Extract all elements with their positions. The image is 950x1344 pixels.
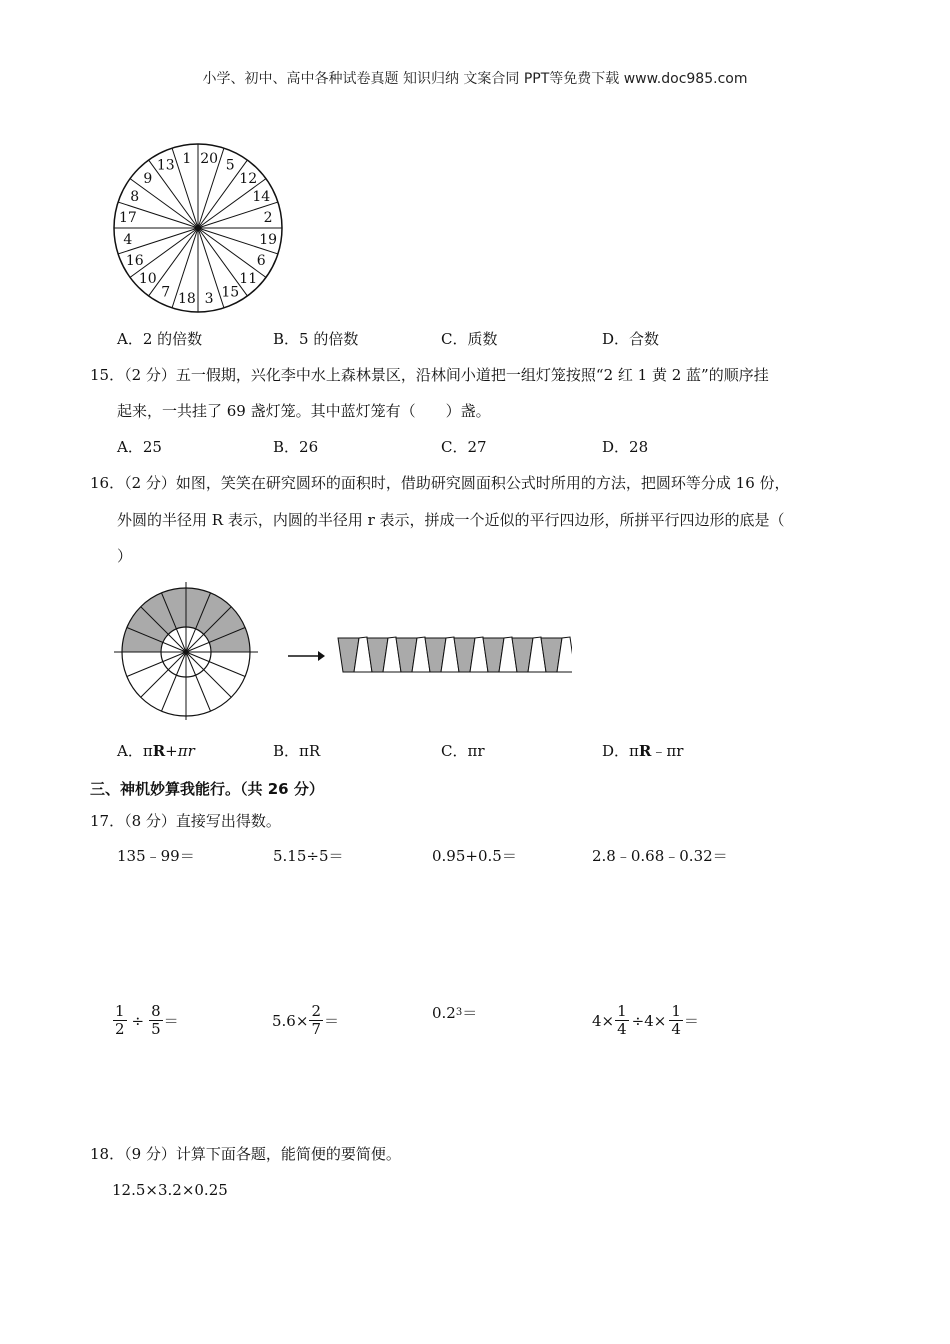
q15-text-line2: 起来，一共挂了 69 盏灯笼。其中蓝灯笼有（ ）盏。 xyxy=(117,402,491,420)
q15-option-c[interactable]: C．27 xyxy=(441,438,487,456)
q17-expr-1: 135﹣99＝ xyxy=(117,847,195,865)
q15-text-line1: 15．（2 分）五一假期，兴化李中水上森林景区，沿林间小道把一组灯笼按照“2 红 1 黄 2 蓝”的顺序挂 xyxy=(90,366,769,384)
q17-power-expr: 0.2 3 ＝ xyxy=(432,1003,478,1022)
wheel-number: 13 xyxy=(156,157,175,174)
wheel-number: 5 xyxy=(225,157,235,174)
q16-option-b[interactable]: B．πR xyxy=(273,742,321,760)
annulus-figure xyxy=(108,582,268,732)
wheel-number: 6 xyxy=(256,253,266,270)
q16-option-a-prefix: A．π xyxy=(117,742,153,760)
fraction: $\frac{1}{4}$ xyxy=(617,1002,627,1038)
wheel-number: 1 xyxy=(182,150,192,167)
wheel-number: 12 xyxy=(239,170,258,187)
q16-option-d-suffix: ﹣πr xyxy=(651,742,684,760)
q15-option-d[interactable]: D．28 xyxy=(602,438,649,456)
q18-expr-1: 12.5×3.2×0.25 xyxy=(112,1181,228,1199)
wheel-number: 3 xyxy=(204,291,214,308)
wheel-number: 18 xyxy=(177,291,196,308)
wheel-number: 19 xyxy=(259,232,278,249)
fraction: $\frac{2}{7}$ xyxy=(311,1002,321,1038)
q16-option-d-bold: R xyxy=(638,742,652,760)
q14-option-a[interactable]: A．2 的倍数 xyxy=(117,330,203,348)
fraction: $\frac{1}{2}$ xyxy=(115,1002,125,1038)
q17-expr-3: 0.95+0.5＝ xyxy=(432,847,517,865)
q16-text-line3: ） xyxy=(117,547,133,565)
q16-text-line1: 16．（2 分）如图，笑笑在研究圆环的面积时，借助研究圆面积公式时所用的方法，把圆环等分成 16 份， xyxy=(90,474,790,492)
arrow-icon xyxy=(286,648,326,664)
q16-option-c[interactable]: C．πr xyxy=(441,742,485,760)
wheel-number: 20 xyxy=(200,150,219,167)
wheel-number: 16 xyxy=(125,253,144,270)
q17-fraction-expr-2: 5.6× $\frac{2}{7}$ ＝ xyxy=(272,1002,339,1038)
q16-text-line2: 外圆的半径用 R 表示，内圆的半径用 r 表示，拼成一个近似的平行四边形，所拼平行四边形的底是（ xyxy=(117,511,785,529)
q14-option-c[interactable]: C．质数 xyxy=(441,330,498,348)
wheel-number: 4 xyxy=(123,232,133,249)
fraction: $\frac{1}{4}$ xyxy=(671,1002,681,1038)
wheel-number: 11 xyxy=(239,271,258,288)
page-header: 小学、初中、高中各种试卷真题 知识归纳 文案合同 PPT等免费下载 www.doc985.com xyxy=(202,71,748,87)
q17-title: 17．（8 分）直接写出得数。 xyxy=(90,812,281,830)
fraction: $\frac{8}{5}$ xyxy=(151,1002,161,1038)
q16-option-a-suffix: +πr xyxy=(165,742,195,760)
q17-expr-4: 2.8﹣0.68﹣0.32＝ xyxy=(592,847,728,865)
q15-option-b[interactable]: B．26 xyxy=(273,438,319,456)
q14-option-d[interactable]: D．合数 xyxy=(602,330,660,348)
wheel-number: 10 xyxy=(138,271,157,288)
wheel-number: 14 xyxy=(252,188,271,205)
wheel-number: 17 xyxy=(118,209,137,226)
q16-option-a-bold: R xyxy=(152,742,166,760)
q17-fraction-expr-4: 4× $\frac{1}{4}$ ÷4× $\frac{1}{4}$ ＝ xyxy=(592,1002,699,1038)
annulus-center xyxy=(184,650,188,654)
q18-title: 18．（9 分）计算下面各题，能简便的要简便。 xyxy=(90,1145,401,1163)
wheel-number: 9 xyxy=(143,170,153,187)
wheel-number: 2 xyxy=(263,209,273,226)
q16-option-d[interactable] xyxy=(602,733,683,769)
wheel-number: 15 xyxy=(221,284,240,301)
parallelogram-strip-figure xyxy=(336,634,572,676)
wheel-spoke xyxy=(130,179,198,228)
q15-option-a[interactable]: A．25 xyxy=(117,438,162,456)
q16-option-d-prefix: D．π xyxy=(602,742,639,760)
wheel-spoke xyxy=(198,228,266,277)
q17-expr-2: 5.15÷5＝ xyxy=(273,847,344,865)
wheel-number: 7 xyxy=(161,284,171,301)
wheel-number: 8 xyxy=(130,188,140,205)
q14-option-b[interactable]: B．5 的倍数 xyxy=(273,330,359,348)
q16-option-a[interactable] xyxy=(117,733,195,769)
number-wheel-figure xyxy=(108,138,288,318)
section-3-heading: 三、神机妙算我能行。（共 26 分） xyxy=(90,780,324,798)
wheel-center xyxy=(196,226,201,231)
q17-fraction-expr-1: $\frac{1}{2}$ ÷ $\frac{8}{5}$ ＝ xyxy=(115,1002,179,1038)
